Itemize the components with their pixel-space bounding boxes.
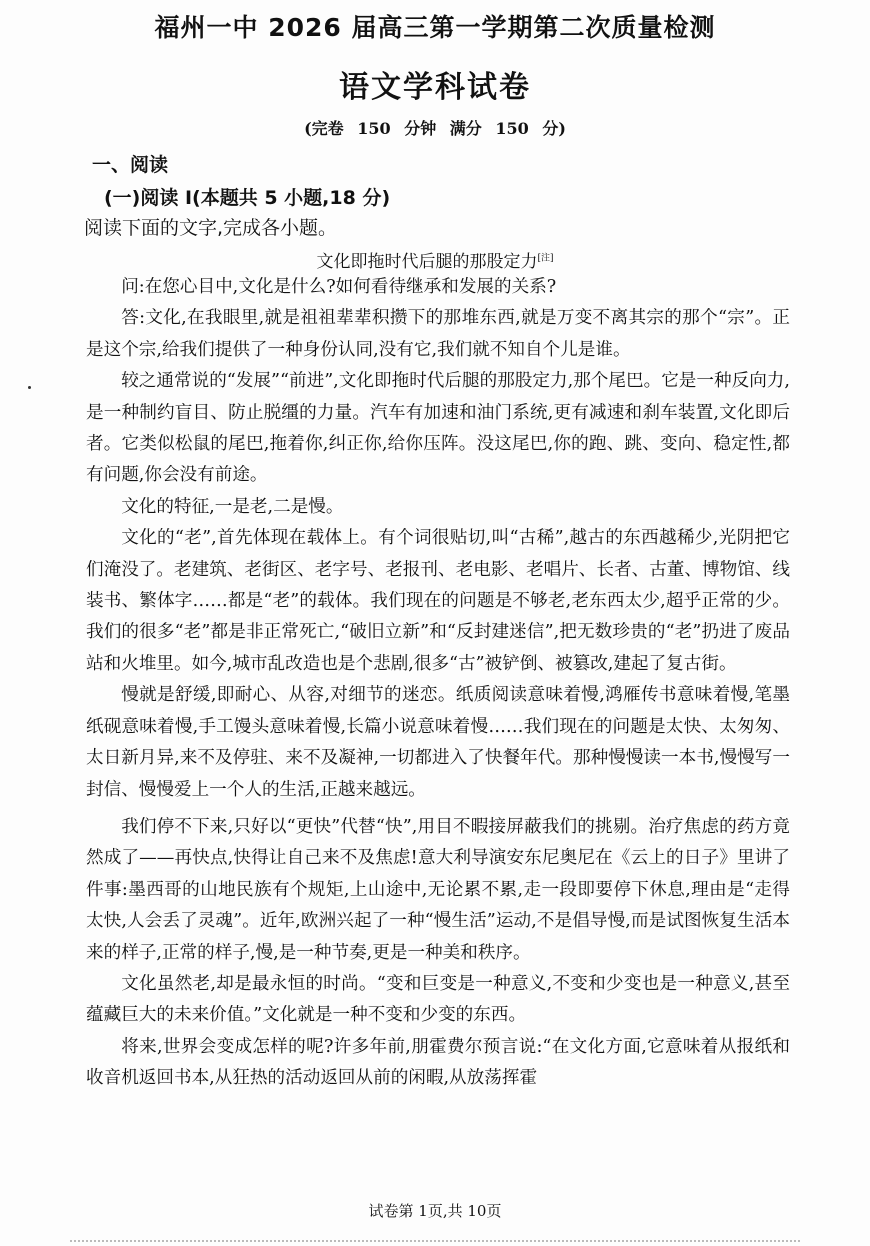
article-body	[86, 272, 790, 1095]
scan-dot	[28, 386, 31, 389]
article-paragraph: 较之通常说的“发展”“前进”,文化即拖时代后腿的那股定力,那个尾巴。它是一种反向力,是一种制约盲目、防止脱缰的力量。汽车有加速和油门系统,更有减速和刹车装置,文化即后者。它类似松鼠的尾巴,拖着你,纠正你,给你压阵。没这尾巴,你的跑、跳、变向、稳定性,都有问题,你会没有前途。	[86, 371, 790, 486]
article-title-text: 文化即拖时代后腿的那股定力	[316, 252, 538, 272]
article-title	[0, 247, 870, 272]
article-paragraph: 我们停不下来,只好以“更快”代替“快”,用目不暇接屏蔽我们的挑剔。治疗焦虑的药方竟然成了——再快点,快得让自己来不及焦虑!意大利导演安东尼奥尼在《云上的日子》里讲了件事:墨西哥的山地民族有个规矩,上山途中,无论累不累,走一段即要停下休息,理由是“走得太快,人会丢了灵魂”。近年,欧洲兴起了一种“慢生活”运动,不是倡导慢,而是试图恢复生活本来的样子,正常的样子,慢,是一种节奏,更是一种美和秩序。	[86, 816, 790, 963]
footnote-mark: [注]	[537, 253, 554, 264]
exam-info: (完卷 150 分钟 满分 150 分)	[304, 119, 566, 138]
article-paragraph: 问:在您心目中,文化是什么?如何看待继承和发展的关系?	[121, 277, 557, 297]
scan-edge-line	[70, 1240, 800, 1242]
article-paragraph: 文化的特征,一是老,二是慢。	[121, 496, 344, 517]
article-paragraph: 文化虽然老,却是最永恒的时尚。“变和巨变是一种意义,不变和少变也是一种意义,甚至蕴藏巨大的未来价值。”文化就是一种不变和少变的东西。	[86, 973, 790, 1026]
exam-title: 福州一中 2026 届高三第一学期第二次质量检测	[154, 13, 716, 42]
article-paragraph: 答:文化,在我眼里,就是祖祖辈辈积攒下的那堆东西,就是万变不离其宗的那个“宗”。正是这个宗,给我们提供了一种身份认同,没有它,我们就不知自个儿是谁。	[86, 308, 790, 360]
reading-instruction: 阅读下面的文字,完成各小题。	[84, 217, 338, 239]
subject-title: 语文学科试卷	[339, 70, 531, 105]
page-number: 试卷第 1页,共 10页	[368, 1202, 502, 1220]
article-paragraph: 文化的“老”,首先体现在载体上。有个词很贴切,叫“古稀”,越古的东西越稀少,光阴把它们淹没了。老建筑、老街区、老字号、老报刊、老电影、老唱片、长者、古董、博物馆、线装书、繁体字……都是“老”的载体。我们现在的问题是不够老,老东西太少,超乎正常的少。我们的很多“老”都是非正常死亡,“破旧立新”和“反封建迷信”,把无数珍贵的“老”扔进了废品站和火堆里。如今,城市乱改造也是个悲剧,很多“古”被铲倒、被篡改,建起了复古街。	[86, 528, 790, 674]
sub-heading: (一)阅读 I(本题共 5 小题,18 分)	[104, 187, 391, 209]
article-paragraph: 慢就是舒缓,即耐心、从容,对细节的迷恋。纸质阅读意味着慢,鸿雁传书意味着慢,笔墨纸砚意味着慢,手工馒头意味着慢,长篇小说意味着慢……我们现在的问题是太快、太匆匆、太日新月异,来不及停驻、来不及凝神,一切都进入了快餐年代。那种慢慢读一本书,慢慢写一封信、慢慢爱上一个人的生活,正越来越远。	[86, 685, 790, 800]
article-paragraph: 将来,世界会变成怎样的呢?许多年前,朋霍费尔预言说:“在文化方面,它意味着从报纸和收音机返回书本,从狂热的活动返回从前的闲暇,从放荡挥霍	[86, 1036, 790, 1089]
section-heading: 一、阅读	[92, 154, 169, 176]
